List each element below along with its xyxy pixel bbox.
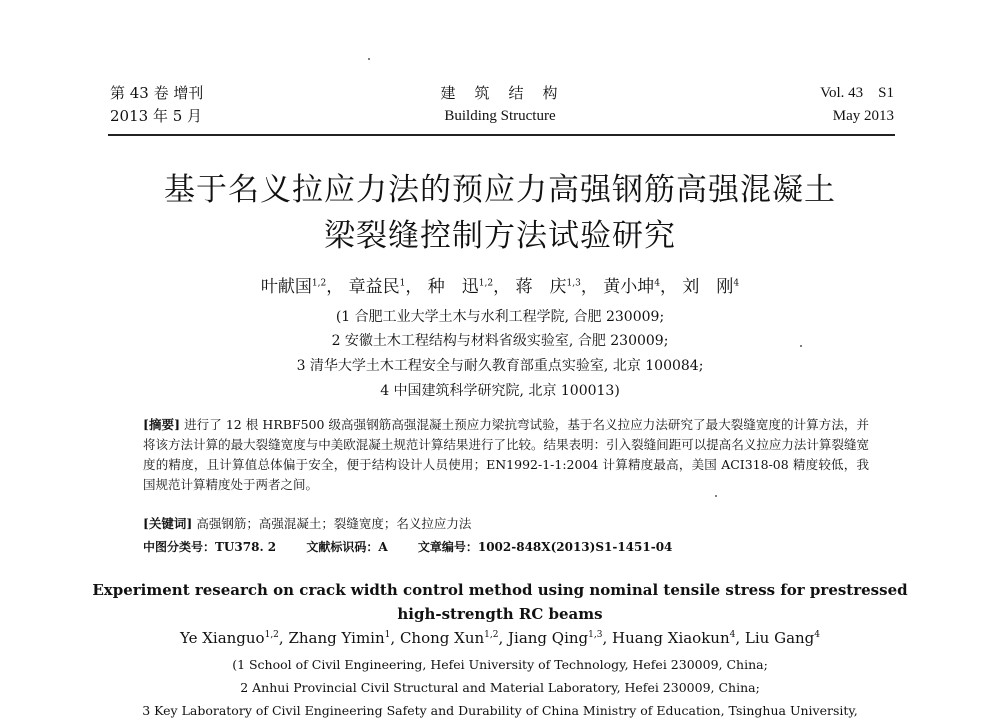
article-number: 文章编号：1002-848X(2013)S1-1451-04 <box>417 540 673 554</box>
affiliation: (1 合肥工业大学土木与水利工程学院, 合肥 230009; <box>335 309 665 325</box>
affiliation: 3 清华大学土木工程安全与耐久教育部重点实验室, 北京 100084; <box>296 358 704 374</box>
paper-title-line2: 梁裂缝控制方法试验研究 <box>324 218 676 254</box>
english-title-line2: high-strength RC beams <box>397 605 603 623</box>
clc-number: 中图分类号：TU378. 2 <box>143 540 277 554</box>
author: Liu Gang$^4$ <box>744 629 821 647</box>
author: Ye Xianguo$^{1,2}$ <box>179 629 279 647</box>
english-affiliation: (1 School of Civil Engineering, Hefei University of Technology, Hefei 230009, China; <box>232 657 768 672</box>
abstract-label: [摘要] <box>143 417 181 432</box>
affiliation: 2 安徽土木工程结构与材料省级实验室, 合肥 230009; <box>331 333 669 349</box>
english-title <box>0 578 1000 626</box>
author: Huang Xiaokun$^4$ <box>612 629 736 647</box>
journal-volume: 第 43 卷 增刊 <box>110 84 204 102</box>
keywords-text: 高强钢筋；高强混凝土；裂缝宽度；名义拉应力法 <box>196 516 472 531</box>
english-affiliation: 2 Anhui Provincial Civil Structural and Material Laboratory, Hefei 230009, China; <box>240 680 760 695</box>
scan-speck <box>715 495 717 497</box>
abstract <box>143 415 869 495</box>
journal-date-en: May 2013 <box>832 108 894 124</box>
author: 叶献国$^{1,2}$ <box>260 277 327 297</box>
author: 刘 刚$^4$ <box>682 277 740 297</box>
abstract-text: 进行了 12 根 HRBF500 级高强钢筋高强混凝土预应力梁抗弯试验，基于名义拉应力法研究了最大裂缝宽度的计算方法，并将该方法计算的最大裂缝宽度与中美欧混凝土规范计算结果进行了比较。结果表明：引入裂缝间距可以提高名义拉应力法计算裂缝宽度的精度，且计算值总体偏于安全，便于结构设计人员使用；EN1992-1-1:2004 计算精度最高，美国 ACI318-08 精度较低，我国规范计算精度处于两者之间。 <box>143 417 869 492</box>
affiliation: 4 中国建筑科学研究院, 北京 100013) <box>380 383 620 399</box>
keywords <box>143 514 471 532</box>
author: Zhang Yimin$^1$ <box>288 629 391 647</box>
keywords-label: [关键词] <box>143 516 193 531</box>
author-list: 叶献国$^{1,2}$， 章益民$^1$， 种 迅$^{1,2}$， 蒋 庆$^{1,3}$， 黄小坤$^4$， 刘 刚$^4$ <box>260 277 740 297</box>
english-author-list: Ye Xianguo$^{1,2}$, Zhang Yimin$^1$, Chong Xun$^{1,2}$, Jiang Qing$^{1,3}$, Huang Xiaokun$^4$, Liu Gang$^4$ <box>179 629 821 647</box>
author: Chong Xun$^{1,2}$ <box>399 629 499 647</box>
author: Jiang Qing$^{1,3}$ <box>508 629 603 647</box>
paper-title-line1: 基于名义拉应力法的预应力高强钢筋高强混凝土 <box>164 172 836 208</box>
author: 种 迅$^{1,2}$ <box>427 277 494 297</box>
english-affiliation: 3 Key Laboratory of Civil Engineering Safety and Durability of China Ministry of Education, Tsinghua University, <box>142 703 858 718</box>
scan-speck <box>368 58 370 60</box>
journal-volume-en: Vol. 43 S1 <box>820 85 894 101</box>
author: 黄小坤$^4$ <box>603 277 660 297</box>
english-title-line1: Experiment research on crack width control method using nominal tensile stress for prestressed <box>92 581 908 599</box>
journal-name-en: Building Structure <box>444 108 556 124</box>
journal-date: 2013 年 5 月 <box>110 107 203 125</box>
journal-name-cn: 建 筑 结 构 <box>440 84 560 102</box>
author: 章益民$^1$ <box>348 277 406 297</box>
author: 蒋 庆$^{1,3}$ <box>515 277 581 297</box>
document-code: 文献标识码：A <box>306 540 388 554</box>
header-divider <box>108 134 895 136</box>
classification-line <box>143 538 698 555</box>
